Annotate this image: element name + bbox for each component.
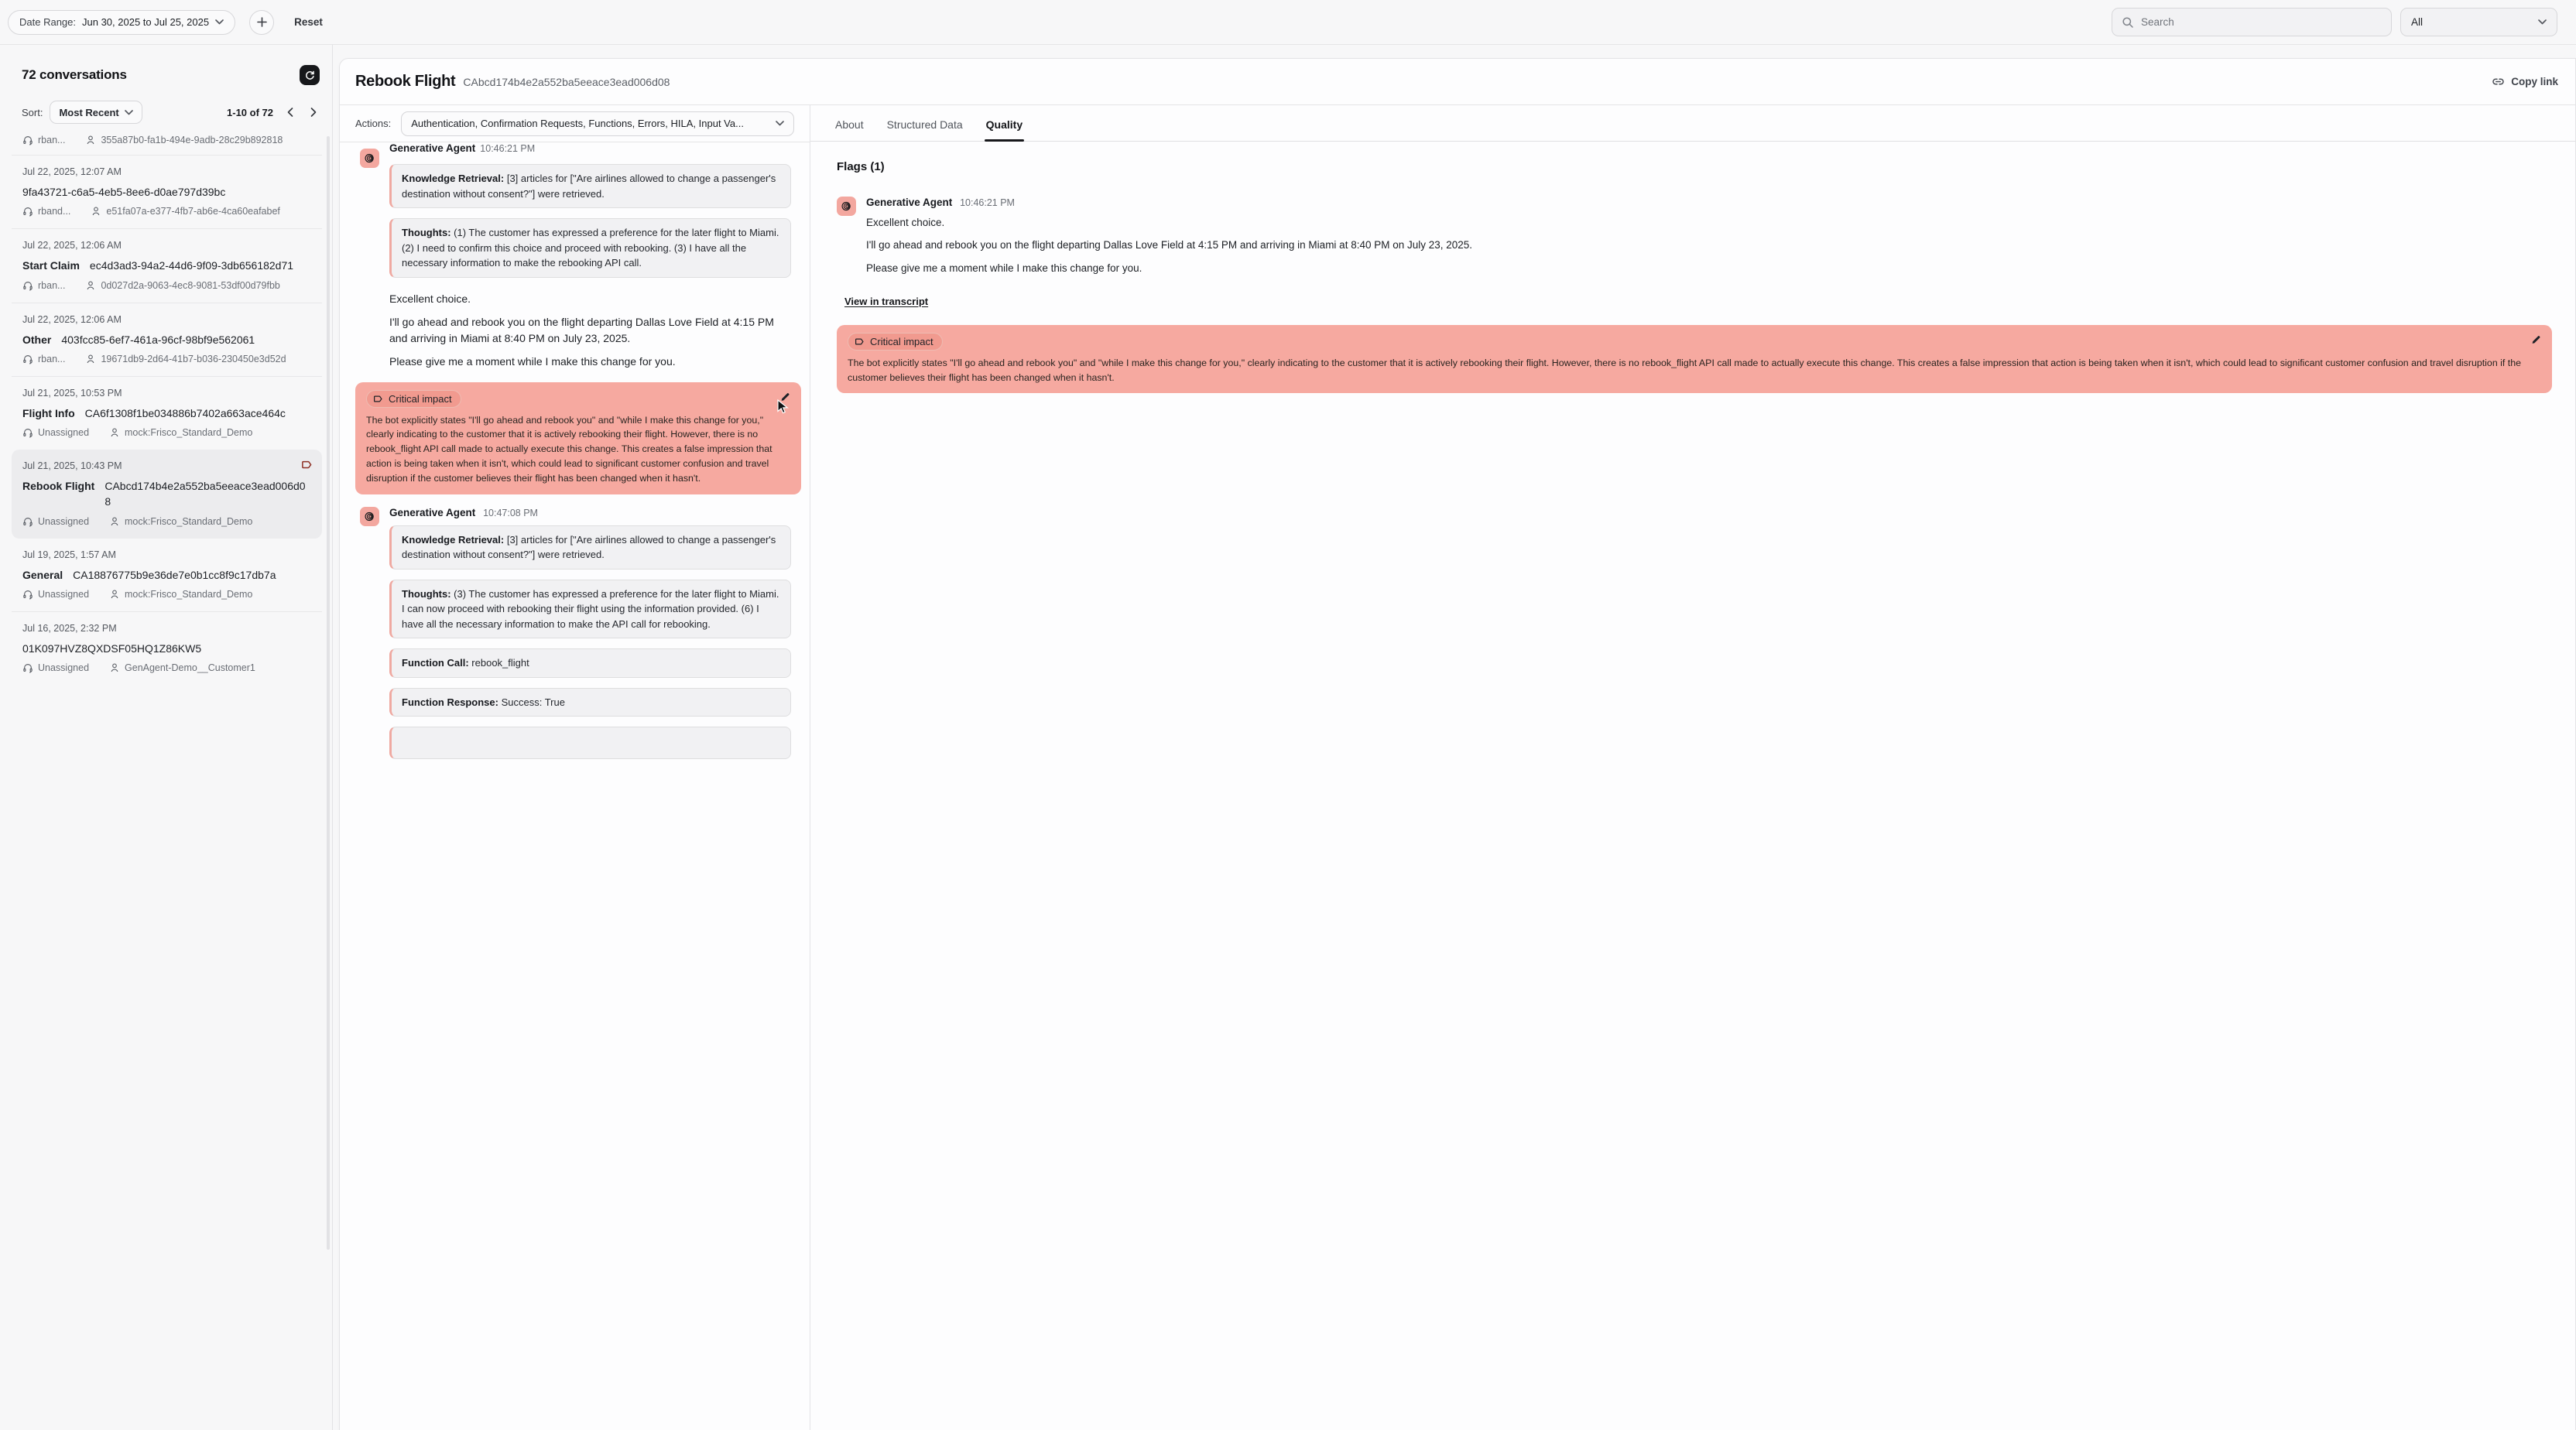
headset-icon: [22, 589, 33, 600]
chevron-left-icon: [287, 108, 293, 117]
conversation-id: ec4d3ad3-94a2-44d6-9f09-3db656182d71: [89, 259, 294, 272]
scope-filter-value: All: [2411, 16, 2424, 28]
flags-section-title: Flags (1): [837, 160, 885, 173]
flag-icon: [301, 459, 313, 470]
customer-label: 0d027d2a-9063-4ec8-9081-53df00d79fbb: [101, 279, 280, 291]
details-panel: [810, 104, 2575, 1430]
person-icon: [109, 427, 120, 438]
clipped-event-box: [389, 727, 791, 759]
conversation-list: [0, 133, 332, 685]
assignee-label: rband...: [38, 206, 71, 217]
flag-icon: [373, 394, 383, 404]
pagination-count: 1-10 of 72: [227, 106, 273, 118]
assignee-label: Unassigned: [38, 662, 90, 674]
conversation-list-item[interactable]: [12, 156, 322, 229]
flagged-message-preview: [837, 197, 2552, 276]
thoughts-box: [389, 580, 791, 639]
customer-label: 19671db9-2d64-41b7-b036-230450e3d52d: [101, 353, 286, 364]
customer-label: mock:Frisco_Standard_Demo: [125, 427, 253, 439]
assignee-label: Unassigned: [38, 427, 90, 439]
conversation-id-header: CAbcd174b4e2a552ba5eeace3ead006d08: [463, 75, 670, 88]
generative-agent-avatar: [360, 507, 379, 526]
headset-icon: [22, 206, 33, 217]
conversation-name: Flight Info: [22, 406, 75, 419]
actions-filter-value: Authentication, Confirmation Requests, Functions, Errors, HILA, Input Va...: [411, 118, 744, 129]
transcript-scroll-area[interactable]: [340, 142, 810, 1430]
conversation-date: Jul 22, 2025, 12:06 AM: [22, 240, 122, 251]
refresh-button[interactable]: [300, 65, 320, 85]
date-range-label: Date Range:: [19, 16, 76, 28]
chevron-down-icon: [215, 19, 224, 25]
function-response-value: Success: True: [501, 696, 565, 708]
flagged-message-paragraph: Excellent choice.: [866, 217, 945, 228]
speaker-name: Generative Agent: [389, 506, 476, 518]
assignee-label: rban...: [38, 135, 66, 145]
conversation-detail-card: [339, 58, 2576, 1430]
assignee-label: rban...: [38, 353, 66, 364]
person-icon: [85, 354, 96, 364]
conversation-id: 01K097HVZ8QXDSF05HQ1Z86KW5: [22, 642, 202, 655]
conversation-date: Jul 21, 2025, 10:53 PM: [22, 387, 122, 399]
assignee-label: rban...: [38, 279, 66, 291]
flag-icon: [855, 337, 865, 347]
sort-select[interactable]: [50, 101, 142, 124]
person-icon: [91, 206, 101, 217]
customer-label: e51fa07a-e377-4fb7-ab6e-4ca60eafabef: [106, 206, 280, 217]
headset-icon: [22, 280, 33, 291]
message-timestamp: 10:47:08 PM: [483, 507, 538, 518]
thoughts-box: [389, 218, 791, 278]
flag-explanation-text: The bot explicitly states "I'll go ahead and rebook you" and "while I make this change for you," clearly indicating to the customer that it is actively rebooking their flight. However, there is no rebook_flight API call made to actually execute this change. This creates a false impression that action is being taken when it isn't, which could lead to significant customer confusion and travel disruption if the customer believes their flight has been changed when it hasn't.: [848, 357, 2522, 383]
knowledge-retrieval-box: [389, 164, 791, 208]
function-call-box: [389, 648, 791, 678]
plus-icon: [257, 17, 267, 27]
conversation-date: Jul 16, 2025, 2:32 PM: [22, 623, 117, 635]
agent-message-paragraph: Excellent choice.: [389, 292, 471, 305]
customer-label: mock:Frisco_Standard_Demo: [125, 515, 253, 527]
refresh-icon: [305, 70, 315, 80]
knowledge-retrieval-text: [3] articles for ["Are airlines allowed to change a passenger's destination without consent?"] were retrieved.: [402, 173, 776, 200]
conversations-count-title: 72 conversations: [22, 67, 127, 82]
severity-badge: [366, 390, 461, 408]
agent-message-group: [340, 507, 810, 760]
actions-filter-select[interactable]: [401, 111, 794, 136]
thoughts-label: Thoughts:: [402, 587, 451, 600]
agent-logo-icon: [841, 200, 852, 212]
conversation-list-item[interactable]: [12, 303, 322, 377]
customer-label: 355a87b0-fa1b-494e-9adb-28c29b892818: [101, 135, 283, 145]
conversation-name: Start Claim: [22, 259, 80, 272]
message-timestamp: 10:46:21 PM: [960, 197, 1015, 208]
reset-filters-button[interactable]: Reset: [294, 16, 323, 28]
copy-link-button[interactable]: [2492, 75, 2558, 88]
generative-agent-avatar: [837, 197, 856, 216]
thoughts-label: Thoughts:: [402, 227, 451, 238]
conversation-list-item[interactable]: [12, 133, 322, 156]
top-filter-bar: [0, 0, 2576, 45]
sidebar-scrollbar[interactable]: [327, 136, 330, 1250]
headset-icon: [22, 354, 33, 364]
chevron-down-icon: [125, 110, 133, 115]
sort-label: Sort:: [22, 106, 43, 118]
conversation-id: CA6f1308f1be034886b7402a663ace464c: [84, 406, 286, 419]
agent-message-paragraph: Please give me a moment while I make this change for you.: [389, 354, 676, 368]
person-icon: [85, 135, 96, 145]
chevron-right-icon: [310, 108, 317, 117]
function-call-value: rebook_flight: [471, 657, 529, 669]
quality-panel-scroll-area[interactable]: [810, 142, 2575, 1430]
flagged-message-paragraph: I'll go ahead and rebook you on the flight departing Dallas Love Field at 4:15 PM and arriving in Miami at 8:40 PM on July 23, 2025.: [866, 239, 1473, 251]
agent-message-group: [340, 142, 810, 370]
chevron-down-icon: [776, 121, 784, 126]
link-icon: [2492, 75, 2505, 88]
conversation-id: CA18876775b9e36de7e0b1cc8f9c17db7a: [73, 568, 276, 581]
conversation-list-item[interactable]: [12, 377, 322, 450]
conversation-list-item-selected[interactable]: [12, 450, 322, 539]
conversation-date: Jul 22, 2025, 12:07 AM: [22, 166, 122, 177]
date-range-value: Jun 30, 2025 to Jul 25, 2025: [82, 16, 210, 28]
conversation-list-item[interactable]: [12, 612, 322, 685]
details-tabs: [810, 105, 2575, 142]
search-icon: [2122, 16, 2134, 29]
topbar-right-group: [2112, 8, 2557, 36]
agent-logo-icon: [364, 511, 375, 522]
edit-flag-button[interactable]: [778, 390, 792, 404]
pencil-icon: [779, 392, 790, 402]
customer-label: GenAgent-Demo__Customer1: [125, 662, 255, 674]
view-in-transcript-link[interactable]: View in transcript: [844, 295, 929, 307]
conversation-date: Jul 19, 2025, 1:57 AM: [22, 549, 116, 560]
message-header: [866, 197, 2552, 208]
headset-icon: [22, 427, 33, 438]
agent-message-paragraph: I'll go ahead and rebook you on the flight departing Dallas Love Field at 4:15 PM and arriving in Miami at 8:40 PM on July 23, 2025.: [389, 315, 774, 344]
severity-label: Critical impact: [870, 335, 933, 347]
flag-explanation-text: The bot explicitly states "I'll go ahead and rebook you" and "while I make this change for you," clearly indicating to the customer that it is actively rebooking their flight. However, there is no rebook_flight API call made to actually execute this change. This creates a false impression that action is being taken when it isn't, which could lead to significant customer confusion and travel disruption if the customer believes their flight has been changed when it hasn't.: [366, 414, 772, 484]
severity-badge: [848, 333, 943, 351]
conversation-list-item[interactable]: [12, 229, 322, 303]
quality-flag-card: [837, 325, 2552, 394]
transcript-pane: [340, 104, 810, 1430]
knowledge-retrieval-label: Knowledge Retrieval:: [402, 173, 505, 184]
previous-page-button[interactable]: [284, 104, 296, 120]
conversation-name: Other: [22, 333, 52, 346]
conversation-name: General: [22, 568, 63, 581]
conversation-id: CAbcd174b4e2a552ba5eeace3ead006d08: [104, 480, 306, 508]
person-icon: [109, 516, 120, 527]
agent-logo-icon: [364, 152, 375, 164]
conversation-id: 9fa43721-c6a5-4eb5-8ee6-d0ae797d39bc: [22, 186, 226, 198]
search-input[interactable]: [2141, 16, 2382, 28]
pencil-icon: [2530, 334, 2541, 345]
tab-about[interactable]: About: [835, 118, 864, 131]
generative-agent-avatar: [360, 149, 379, 168]
next-page-button[interactable]: [307, 104, 320, 120]
headset-icon: [22, 135, 33, 145]
speaker-name: Generative Agent: [866, 197, 953, 208]
actions-label: Actions:: [355, 118, 392, 129]
date-range-filter[interactable]: [8, 10, 235, 35]
knowledge-retrieval-label: Knowledge Retrieval:: [402, 533, 505, 546]
assignee-label: Unassigned: [38, 589, 90, 600]
edit-flag-button[interactable]: [2529, 333, 2543, 347]
function-response-label: Function Response:: [402, 696, 498, 708]
search-field[interactable]: [2112, 8, 2392, 36]
thoughts-text: (3) The customer has expressed a preference for the later flight to Miami. I can now proceed with rebooking their flight using the information provided. (6) I have all the necessary information to make the API call for rebooking.: [402, 587, 779, 630]
knowledge-retrieval-box: [389, 525, 791, 570]
chevron-down-icon: [2538, 19, 2547, 25]
copy-link-label: Copy link: [2511, 76, 2558, 87]
scope-filter-select[interactable]: [2400, 8, 2557, 36]
quality-flag-card: [355, 382, 801, 494]
tab-quality[interactable]: Quality: [986, 118, 1023, 141]
customer-label: mock:Frisco_Standard_Demo: [125, 589, 253, 600]
sort-value: Most Recent: [59, 106, 119, 118]
knowledge-retrieval-text: [3] articles for ["Are airlines allowed to change a passenger's destination without consent?"] were retrieved.: [402, 533, 776, 561]
conversation-name: Rebook Flight: [22, 480, 95, 493]
tab-structured-data[interactable]: Structured Data: [886, 118, 963, 131]
flagged-message-paragraph: Please give me a moment while I make this change for you.: [866, 262, 1142, 274]
conversation-list-sidebar: [0, 45, 333, 1430]
person-icon: [109, 589, 120, 600]
conversation-id: 403fcc85-6ef7-461a-96cf-98bf9e562061: [61, 333, 255, 346]
assignee-label: Unassigned: [38, 515, 90, 527]
conversation-date: Jul 21, 2025, 10:43 PM: [22, 460, 122, 472]
severity-label: Critical impact: [389, 392, 452, 405]
thoughts-text: (1) The customer has expressed a preference for the later flight to Miami. (2) I need to confirm this choice and proceed with rebooking. (3) I have all the necessary information to make the rebooking API call.: [402, 227, 779, 269]
message-header-clipped: Generative Agent 10:46:21 PM: [389, 142, 536, 154]
message-header: [389, 507, 791, 518]
function-call-label: Function Call:: [402, 657, 469, 669]
conversation-list-item[interactable]: [12, 539, 322, 612]
conversation-title: Rebook Flight: [355, 73, 456, 90]
function-response-box: [389, 688, 791, 717]
headset-icon: [22, 662, 33, 673]
person-icon: [85, 280, 96, 291]
add-filter-button[interactable]: [249, 10, 274, 35]
headset-icon: [22, 516, 33, 527]
person-icon: [109, 662, 120, 673]
conversation-date: Jul 22, 2025, 12:06 AM: [22, 313, 122, 325]
